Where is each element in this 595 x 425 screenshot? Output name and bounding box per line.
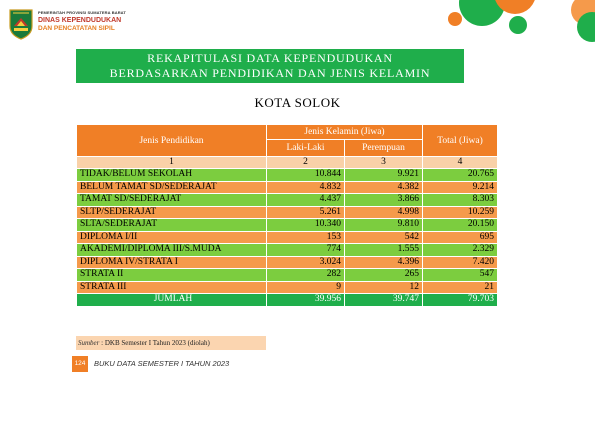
male-count: 10.340 <box>267 219 345 232</box>
source-text: : DKB Semester I Tahun 2023 (diolah) <box>101 339 210 347</box>
title-banner <box>76 49 464 83</box>
education-level: AKADEMI/DIPLOMA III/S.MUDA <box>77 244 267 257</box>
org-name <box>38 10 126 33</box>
total-count: 695 <box>423 231 498 244</box>
female-count: 4.382 <box>345 181 423 194</box>
title-line-1: REKAPITULASI DATA KEPENDUDUKAN <box>147 51 393 65</box>
column-index: 3 <box>345 157 423 169</box>
book-title: BUKU DATA SEMESTER I TAHUN 2023 <box>94 359 230 368</box>
female-count: 9.810 <box>345 219 423 232</box>
female-count: 542 <box>345 231 423 244</box>
grand-total: 79.703 <box>423 294 498 307</box>
male-count: 9 <box>267 281 345 294</box>
male-count: 153 <box>267 231 345 244</box>
page-number: 124 <box>72 356 88 372</box>
female-count: 3.866 <box>345 194 423 207</box>
total-count: 547 <box>423 269 498 282</box>
female-count: 1.555 <box>345 244 423 257</box>
header-total: Total (Jiwa) <box>423 125 498 157</box>
total-count: 8.303 <box>423 194 498 207</box>
female-count: 9.921 <box>345 169 423 182</box>
table-row <box>77 281 498 294</box>
male-count: 282 <box>267 269 345 282</box>
total-label: JUMLAH <box>77 294 267 307</box>
column-index: 1 <box>77 157 267 169</box>
decor-circle-orange-small <box>448 12 462 26</box>
table-row <box>77 169 498 182</box>
column-index: 4 <box>423 157 498 169</box>
header-female: Perempuan <box>345 140 423 157</box>
total-count: 20.150 <box>423 219 498 232</box>
decor-circle-green-small <box>509 16 527 34</box>
title-line-2: BERDASARKAN PENDIDIKAN DAN JENIS KELAMIN <box>109 66 431 80</box>
total-count: 7.420 <box>423 256 498 269</box>
male-count: 5.261 <box>267 206 345 219</box>
table-row <box>77 269 498 282</box>
male-count: 4.437 <box>267 194 345 207</box>
source-note <box>76 336 266 350</box>
education-level: DIPLOMA IV/STRATA I <box>77 256 267 269</box>
header-gender: Jenis Kelamin (Jiwa) <box>267 125 423 140</box>
education-gender-table <box>76 124 498 307</box>
table-row <box>77 219 498 232</box>
female-total: 39.747 <box>345 294 423 307</box>
table-row <box>77 256 498 269</box>
male-count: 4.832 <box>267 181 345 194</box>
org-agency-subline: DAN PENCATATAN SIPIL <box>38 25 115 32</box>
total-row <box>77 294 498 307</box>
table-row <box>77 194 498 207</box>
male-count: 10.844 <box>267 169 345 182</box>
table-row <box>77 231 498 244</box>
female-count: 265 <box>345 269 423 282</box>
total-count: 2.329 <box>423 244 498 257</box>
total-count: 9.214 <box>423 181 498 194</box>
education-level: TIDAK/BELUM SEKOLAH <box>77 169 267 182</box>
education-level: SLTA/SEDERAJAT <box>77 219 267 232</box>
region-title: KOTA SOLOK <box>254 95 341 110</box>
female-count: 4.998 <box>345 206 423 219</box>
male-total: 39.956 <box>267 294 345 307</box>
source-label: Sumber <box>78 339 100 347</box>
table-row <box>77 244 498 257</box>
education-level: SLTP/SEDERAJAT <box>77 206 267 219</box>
org-province-line: PEMERINTAH PROVINSI SUMATERA BARAT <box>38 10 126 15</box>
education-level: BELUM TAMAT SD/SEDERAJAT <box>77 181 267 194</box>
education-level: DIPLOMA I/II <box>77 231 267 244</box>
total-count: 20.765 <box>423 169 498 182</box>
province-emblem-icon <box>8 8 34 40</box>
education-level: STRATA II <box>77 269 267 282</box>
header-education: Jenis Pendidikan <box>77 125 267 157</box>
education-level: TAMAT SD/SEDERAJAT <box>77 194 267 207</box>
male-count: 3.024 <box>267 256 345 269</box>
table-row <box>77 206 498 219</box>
org-agency-line: DINAS KEPENDUDUKAN <box>38 17 122 24</box>
education-level: STRATA III <box>77 281 267 294</box>
table-row <box>77 181 498 194</box>
total-count: 21 <box>423 281 498 294</box>
decor-circle-green-right <box>577 12 595 42</box>
female-count: 12 <box>345 281 423 294</box>
column-index: 2 <box>267 157 345 169</box>
total-count: 10.259 <box>423 206 498 219</box>
female-count: 4.396 <box>345 256 423 269</box>
male-count: 774 <box>267 244 345 257</box>
header-male: Laki-Laki <box>267 140 345 157</box>
